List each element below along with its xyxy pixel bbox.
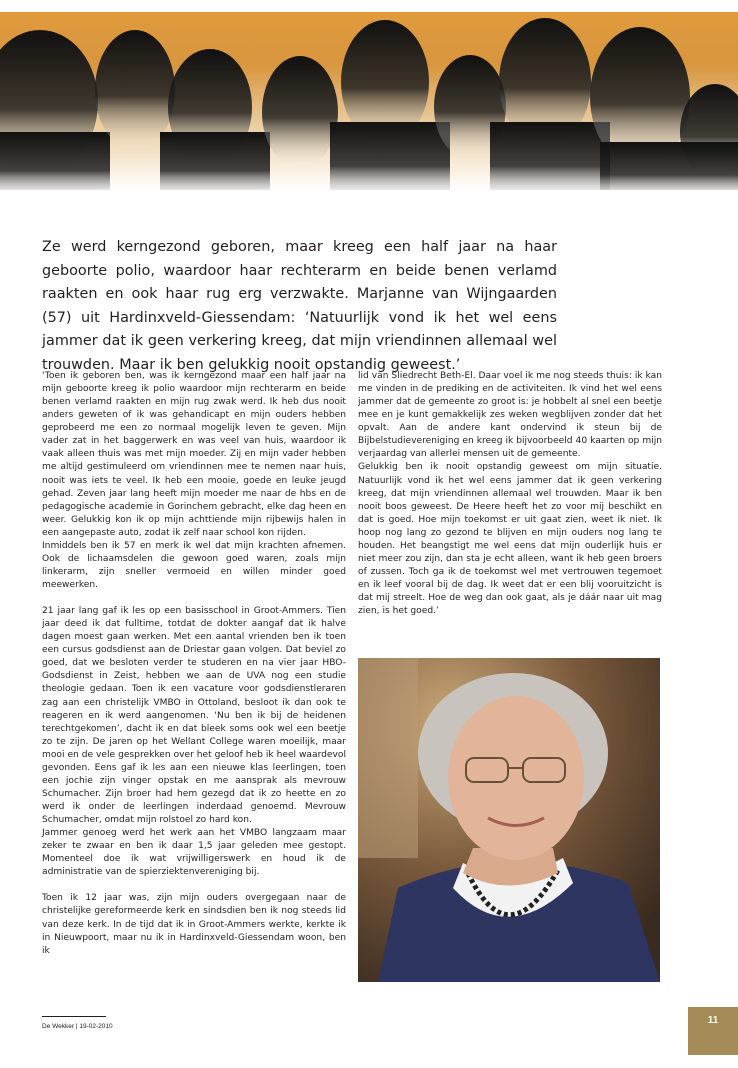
portrait-photo <box>358 658 660 982</box>
footer-divider <box>42 1016 106 1017</box>
paragraph: Jammer genoeg werd het werk aan het VMBO langzaam maar zeker te zwaar en ben ik daar 1,5 jaar geleden mee gestopt. Momenteel doe ik wat vrijwilligerswerk en houd ik de administratie van de spierziektenvereniging bij. <box>42 828 346 878</box>
paragraph: ‘Toen ik geboren ben, was ik kerngezond maar een half jaar na mijn geboorte kreeg ik polio waardoor mijn rechterarm en beide benen verlamd raakten en mijn rug zwak werd. Ik heb dus nooit anders geweten of ik was gehandicapt en mijn ouders hebben geprobeerd me een zo normaal mogelijk leven te geven. Mijn vader zat in het baggerwerk en was veel van huis, waardoor ik vaak alleen thuis was met mijn moeder. Zij en mijn vader hebben me altijd gestimuleerd om vriendinnen mee te nemen naar huis, nooit was iets te veel. Ik heb een mooie, goede en leuke jeugd gehad. Zeven jaar lang heeft mijn moeder me naar de hbs en de pedagogische academie in Gorinchem gebracht, elke dag heen en weer. Gelukkig kon ik op mijn achttiende mijn rijbewijs halen in een aangepaste auto, zodat ik zelf naar school kon rijden. <box>42 371 346 538</box>
paragraph: 21 jaar lang gaf ik les op een basisschool in Groot-Ammers. Tien jaar deed ik dat fulltime, totdat de dokter aangaf dat ik halve dagen moest gaan werken. Met een aantal vrienden ben ik toen een cursus godsdienst aan de Driestar gaan volgen. Dat beviel zo goed, dat we besloten verder te studeren en na vier jaar HBO-Godsdienst in Zeist, hebben we aan de UVA nog een studie theologie gedaan. Toen ik een vacature voor godsdienstleraren zag aan een christelijk VMBO in Ottoland, besloot ik dan ook te reageren en ik werd aangenomen. ‘Nu ben ik bij de heidenen terechtgekomen’, dacht ik en dat bleek soms ook wel een beetje zo te zijn. De jaren op het Wellant College waren moeilijk, maar mooi en de vele gesprekken over het geloof heb ik heel waardevol gevonden. Eens gaf ik les aan een nieuwe klas leerlingen, toen een jochie zijn vinger opstak en me aansprak als mevrouw Schumacher. Zijn broer had hem gezegd dat ik zo heette en zo werd ik onder de leerlingen inderdaad genoemd. Mevrouw Schumacher, omdat mijn rolstoel zo hard kon. <box>42 606 346 826</box>
paragraph: Gelukkig ben ik nooit opstandig geweest om mijn situatie. Natuurlijk vond ik het wel eens jammer dat ik geen verkering kreeg, dat mijn vriendinnen allemaal wel trouwden. Maar ik ben nooit boos geweest. De Heere heeft het zo voor mij beschikt en dat is goed. Hoe mijn toekomst er uit gaat zien, weet ik niet. Ik hoop nog lang zo gezond te blijven en mijn ouders nog lang te houden. Het beangstigt me wel eens dat mijn ouderlijk huis er niet meer zou zijn, dan sta je echt alleen, want ik heb geen broers of zussen. Toch ga ik de toekomst wel met vertrouwen tegemoet en ik leef vooral bij de dag. Ik weet dat er een blij vooruitzicht is dat mij streelt. Hoe de weg dan ook gaat, als je dáár naar uit mag zien, is het goed.’ <box>358 462 662 617</box>
paragraph: Toen ik 12 jaar was, zijn mijn ouders overgegaan naar de christelijke gereformeerde kerk en sindsdien ben ik nog steeds lid van deze kerk. In de tijd dat ik in Groot-Ammers werkte, kerkte ik in Nieuwpoort, maar nu ik in Hardinxveld-Giessendam woon, ben ik <box>42 893 346 956</box>
people-silhouettes-icon <box>0 12 738 190</box>
portrait-photo-icon <box>358 658 660 982</box>
article-column-left <box>42 370 346 958</box>
article-column-right <box>358 370 662 618</box>
paragraph: Inmiddels ben ik 57 en merk ik wel dat mijn krachten afnemen. Ook de lichaamsdelen die gewoon goed waren, zoals mijn linkerarm, zijn sneller vermoeid en willen minder goed meewerken. <box>42 540 346 590</box>
intro-paragraph: Ze werd kerngezond geboren, maar kreeg een half jaar na haar geboorte polio, waardoor haar rechterarm en beide benen verlamd raakten en ook haar rug erg verzwakte. Marjanne van Wijngaarden (57) uit Hardinxveld-Giessendam: ‘Natuurlijk vond ik het wel eens jammer dat ik geen verkering kreeg, dat mijn vriendinnen allemaal wel trouwden. Maar ik ben gelukkig nooit opstandig geweest.’ <box>42 239 557 373</box>
header-banner <box>0 12 738 190</box>
paragraph: lid van Sliedrecht Beth-El. Daar voel ik me nog steeds thuis: ik kan me vinden in de prediking en de activiteiten. Ik vind het wel eens jammer dat de gemeente zo groot is: je hobbelt al snel een beetje mee en je kunt gemakkelijk zes weken wegblijven zonder dat het opvalt. Aan de andere kant ondervind ik steun bij de Bijbelstudievereniging en kreeg ik bijvoorbeeld 40 kaarten op mijn verjaardag van allerlei mensen uit de gemeente. <box>358 371 662 460</box>
page-number: 11 <box>688 1007 738 1055</box>
footer-publication: De Wekker | 19-02-2010 <box>42 1023 113 1030</box>
